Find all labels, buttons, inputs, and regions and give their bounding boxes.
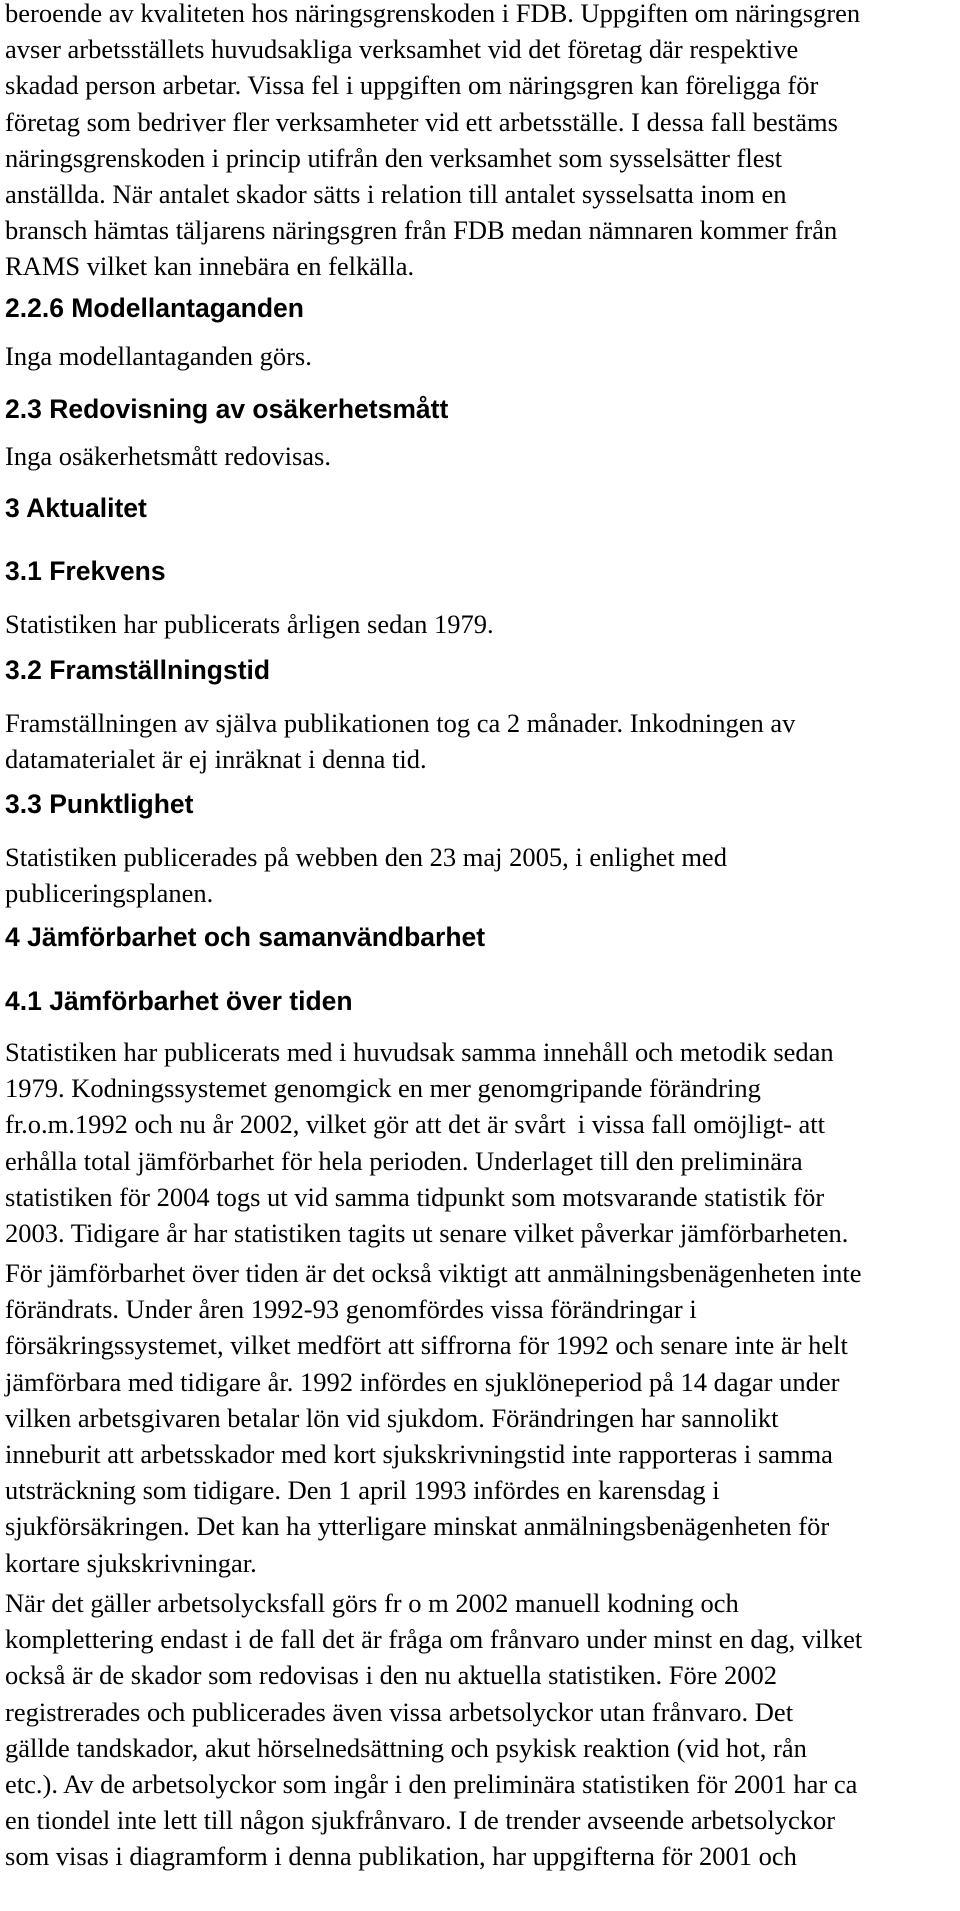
paragraph-jamforbarhet-1	[5, 1034, 955, 1251]
text-line: skadad person arbetar. Vissa fel i uppgiften om näringsgren kan föreligga för	[5, 70, 819, 101]
text-line: Statistiken har publicerats med i huvudsak samma innehåll och metodik sedan	[5, 1037, 834, 1067]
text-line: statistiken för 2004 togs ut vid samma tidpunkt som motsvarande statistik för	[5, 1181, 825, 1212]
text-line: vilken arbetsgivaren betalar lön vid sjukdom. Förändringen har sannolikt	[5, 1402, 779, 1433]
heading-jamforbarhet-over-tiden: 4.1 Jämförbarhet över tiden	[5, 986, 353, 1016]
text-line: företag som bedriver fler verksamheter vid ett arbetsställe. I dessa fall bestäms	[5, 106, 838, 137]
text-line: För jämförbarhet över tiden är det också viktigt att anmälningsbenägenheten inte	[5, 1258, 862, 1288]
text-line: fr.o.m.1992 och nu år 2002, vilket gör att det är svårt i vissa fall omöjligt- att	[5, 1109, 826, 1140]
text-line: etc.). Av de arbetsolyckor som ingår i den preliminära statistiken för 2001 har ca	[5, 1769, 858, 1800]
paragraph-framstallningstid	[5, 705, 955, 777]
text-line: inneburit att arbetsskador med kort sjukskrivningstid inte rapporteras i samma	[5, 1439, 833, 1470]
text-line: publiceringsplanen.	[5, 878, 214, 909]
text-line: Framställningen av själva publikationen tog ca 2 månader. Inkodningen av	[5, 708, 796, 738]
paragraph-jamforbarhet-3	[5, 1585, 955, 1875]
text-line: Inga osäkerhetsmått redovisas.	[5, 441, 331, 471]
text-line: RAMS vilket kan innebära en felkälla.	[5, 251, 415, 282]
heading-redovisning-osakerhetsmatt: 2.3 Redovisning av osäkerhetsmått	[5, 394, 449, 424]
text-line: kortare sjukskrivningar.	[5, 1547, 257, 1578]
text-line: avser arbetsställets huvudsakliga verksamhet vid det företag där respektive	[5, 34, 799, 65]
paragraph-nace-quality	[5, 0, 955, 285]
text-line: förändrats. Under åren 1992-93 genomfördes vissa förändringar i	[5, 1294, 697, 1325]
heading-punktlighet: 3.3 Punktlighet	[5, 789, 194, 819]
text-line: Statistiken har publicerats årligen sedan 1979.	[5, 609, 494, 639]
text-line: en tiondel inte lett till någon sjukfrånvaro. I de trender avseende arbetsolyckor	[5, 1805, 836, 1836]
text-line: också är de skador som redovisas i den nu aktuella statistiken. Före 2002	[5, 1660, 778, 1691]
text-line: beroende av kvaliteten hos näringsgrenskoden i FDB. Uppgiften om näringsgren	[5, 0, 861, 28]
text-line: 1979. Kodningssystemet genomgick en mer genomgripande förändring	[5, 1073, 761, 1104]
text-line: försäkringssystemet, vilket medfört att siffrorna för 1992 och senare inte är helt	[5, 1330, 848, 1361]
heading-aktualitet: 3 Aktualitet	[5, 493, 147, 523]
text-line: jämförbara med tidigare år. 1992 infördes en sjuklöneperiod på 14 dagar under	[5, 1366, 840, 1397]
paragraph-punktlighet	[5, 839, 955, 911]
text-line: datamaterialet är ej inräknat i denna tid.	[5, 744, 427, 775]
text-line: När det gäller arbetsolycksfall görs fr o m 2002 manuell kodning och	[5, 1588, 739, 1618]
paragraph-redovisning-osakerhetsmatt	[5, 438, 955, 474]
text-line: utsträckning som tidigare. Den 1 april 1993 infördes en karensdag i	[5, 1475, 720, 1506]
heading-jamforbarhet-samanvandbarhet: 4 Jämförbarhet och samanvändbarhet	[5, 922, 486, 952]
text-line: som visas i diagramform i denna publikation, har uppgifterna för 2001 och	[5, 1841, 797, 1872]
text-line: 2003. Tidigare år har statistiken tagits ut senare vilket påverkar jämförbarheten.	[5, 1218, 849, 1249]
heading-modellantaganden: 2.2.6 Modellantaganden	[5, 293, 304, 323]
text-line: näringsgrenskoden i princip utifrån den verksamhet som sysselsätter flest	[5, 142, 783, 173]
text-line: sjukförsäkringen. Det kan ha ytterligare minskat anmälningsbenägenheten för	[5, 1511, 830, 1542]
paragraph-jamforbarhet-2	[5, 1255, 955, 1581]
text-line: Statistiken publicerades på webben den 23 maj 2005, i enlighet med	[5, 842, 727, 872]
text-line: anställda. När antalet skador sätts i relation till antalet sysselsatta inom en	[5, 179, 787, 210]
paragraph-frekvens	[5, 606, 955, 642]
text-line: gällde tandskador, akut hörselnedsättning och psykisk reaktion (vid hot, rån	[5, 1732, 807, 1763]
text-line: komplettering endast i de fall det är fråga om frånvaro under minst en dag, vilket	[5, 1624, 863, 1655]
text-line: registrerades och publicerades även vissa arbetsolyckor utan frånvaro. Det	[5, 1696, 794, 1727]
text-line: erhålla total jämförbarhet för hela perioden. Underlaget till den preliminära	[5, 1145, 803, 1176]
heading-frekvens: 3.1 Frekvens	[5, 556, 166, 586]
text-line: Inga modellantaganden görs.	[5, 341, 312, 371]
heading-framstallningstid: 3.2 Framställningstid	[5, 655, 271, 685]
text-line: bransch hämtas täljarens näringsgren från FDB medan nämnaren kommer från	[5, 215, 838, 246]
paragraph-modellantaganden	[5, 338, 955, 374]
